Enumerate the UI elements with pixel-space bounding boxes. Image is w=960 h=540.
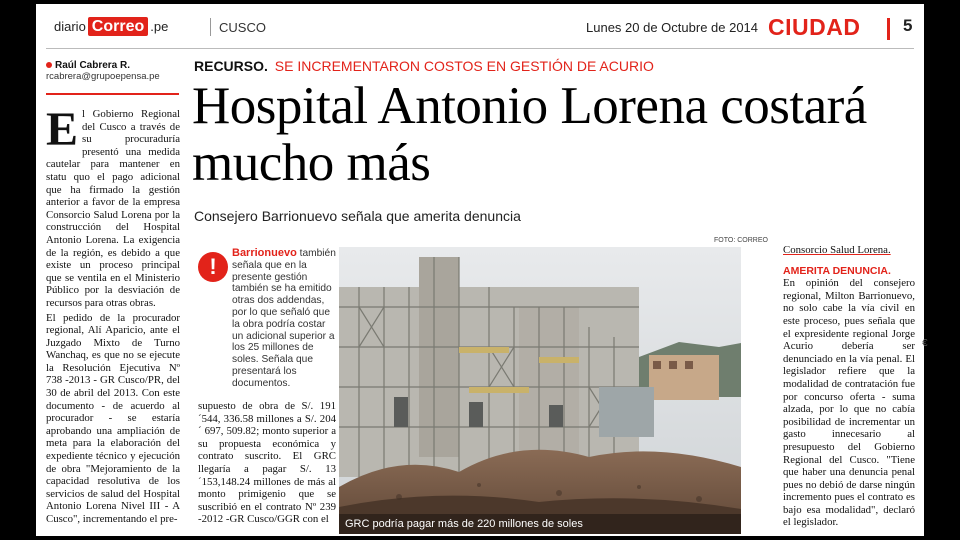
highlight-callout	[198, 248, 336, 390]
exclamation-icon: !	[198, 252, 228, 282]
body-column-3	[783, 244, 915, 534]
drop-cap: E	[46, 103, 79, 156]
hospital-construction-image	[339, 247, 741, 534]
article-headline: Hospital Antonio Lorena costará mucho más	[192, 77, 867, 192]
photo-caption: GRC podría pagar más de 220 millones de soles	[339, 514, 741, 534]
construction-photo	[339, 247, 741, 534]
byline	[46, 60, 181, 82]
callout-name: Barrionuevo	[232, 247, 297, 259]
body-column-2	[198, 400, 336, 534]
newspaper-page	[36, 4, 928, 536]
paragraph-2: El pedido de la procurador regional, Alí Aparicio, ante el Juzgado Mixto de Turno Wanchaq, es que no se ejecute la Resolución Ejecutiva Nº 738 -2013 - GR Cusco/PR, del 30 de abril del 2013. Con este documento - de acuerdo al procurador - se estaría aprobando una ampliación de meta para la elaboración del expediente técnico y ejecución de obra "Mejoramiento de la capacidad resolutiva de los servicios de salud del Hospital Antonio Lorena Nivel III - A Cusco", incrementando el pre-	[46, 311, 180, 525]
margin-mark: €	[922, 338, 928, 349]
paragraph-1: l Gobierno Regional del Cusco a través de su procuraduría presentó una medida cautelar para mantener en statu quo el pago adicional que ha firmado la gestión anterior a favor de la empresa Consorcio Salud Lorena por la construcción del Hospital Antonio Lorena. La exigencia de la región, es debido a que existe un proceso principal que se ventila en el Ministerio Público por la desviación de recursos para otras obras.	[46, 108, 180, 309]
article-subtitle: Consejero Barrionuevo señala que amerita denuncia	[194, 208, 521, 224]
byline-rule	[46, 93, 179, 95]
column-3-subhead: AMERITA DENUNCIA.	[783, 264, 891, 277]
kicker-label: RECURSO.	[194, 58, 268, 74]
logo-prefix: diario	[54, 19, 86, 34]
photo-credit: FOTO: CORREO	[714, 237, 768, 244]
category-label: CIUDAD	[768, 14, 861, 40]
section-name: CUSCO	[219, 20, 266, 35]
logo-brand: Correo	[88, 17, 148, 36]
column-2-text: supuesto de obra de S/. 191´544, 336.58 millones a S/. 204´ 697, 509.82; monto superior a su propuesta económica y contrato suscrito. El GRC llegaría a pagar S/. 13´153,148.24 millones de más al monto primigenio que se suscribió en el contrato Nº 239 -2012 -GR Cusco/GGR con el	[198, 400, 336, 526]
newspaper-logo	[54, 17, 168, 36]
body-column-1	[46, 103, 180, 532]
author-name: Raúl Cabrera R.	[46, 60, 181, 71]
category-bar	[887, 18, 890, 40]
header-divider	[210, 18, 211, 36]
header-rule	[46, 48, 914, 49]
issue-date: Lunes 20 de Octubre de 2014	[586, 20, 759, 35]
column-3-text: En opinión del consejero regional, Milton Barrionuevo, no solo cabe la vía civil en este proceso, pues señala que el expresidente regional Jorge Acurio debería ser denunciado en la vía penal. El legislador refiere que la modalidad de contratación fue por concurso oferta - suma alzada, por lo que no cabía posibilidad de incrementar un gasto innecesario al presupuesto del Gobierno Regional del Cusco. "Tiene que haber una denuncia penal pues no debió de darse ningún incremento pues el contrato es bajo esa modalidad", declaró el legislador.	[783, 277, 915, 529]
article-kicker	[194, 58, 654, 74]
column-3-lead: Consorcio Salud Lorena.	[783, 244, 891, 256]
page-number: 5	[903, 16, 913, 35]
callout-text: también señala que en la presente gestión también se ha emitido otras dos addendas, por lo que señaló que la obra podría costar un adicional superior a los 25 millones de soles. Señala que presentará los documentos.	[232, 248, 336, 389]
kicker-text: SE INCREMENTARON COSTOS EN GESTIÓN DE ACURIO	[274, 58, 654, 74]
logo-suffix: .pe	[150, 19, 169, 34]
author-email: rcabrera@grupoepensa.pe	[46, 71, 160, 82]
page-header	[36, 4, 924, 46]
